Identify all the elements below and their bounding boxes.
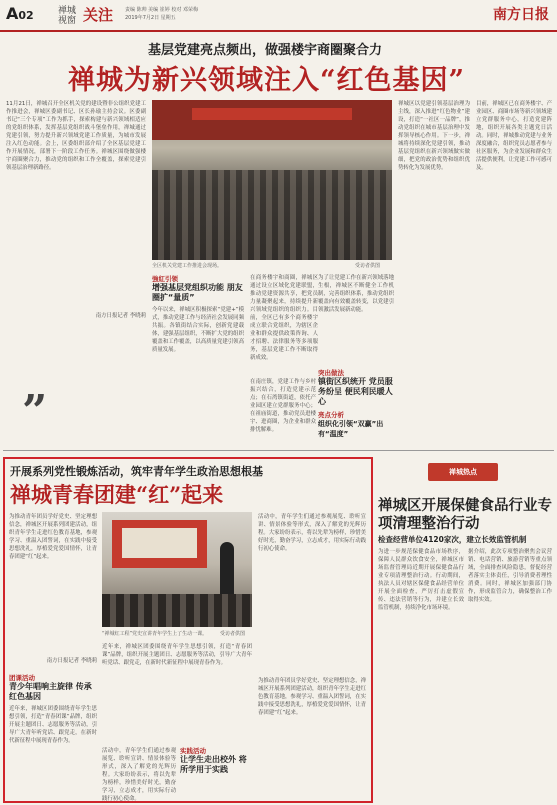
story1-subhead-b-text: 在南庄镇，党建工作与乡村振兴结合，打造党建示范点；在石湾镇街道，依托产业园区建立党群服务中心；在祖庙街道，推动党员进楼宇、进商圈，为企业和群众排忧解难。 [250,379,316,433]
editor-info: 责编 陈帅 美编 崔婷 校对 邓荣梅 2019年7月2日 星期五 [125,7,198,21]
story1-col2: 今年以来，禅城区积极探索“党建+”模式，推动党建工作与经济社会发展同频共振。各镇街结合实际，创新党建载体，建强基层组织，不断扩大党的组织覆盖和工作覆盖，以高质量党建引领高质量发展。 [152,307,244,353]
story3-col1: 为进一步规范保健食品市场秩序，保障人民群众饮食安全，禅城区市场监督管理局近期开展保健食品行业专项清理整治行动。行动期间，执法人员对辖区保健食品经营单位开展全面检查，严厉打击虚假宣传、违法营销等行为，并建立长效监管机制，持续净化市场环境。 [378,549,464,611]
story3-col2: 据介绍，此次专项整治聚焦会议营销、电话营销、旅游营销等重点领域，全面排查风险隐患，督促经营者落实主体责任，引导消费者理性消费。同时，禅城区加强部门协作，形成监管合力，确保整治工作取得实效。 [468,549,552,603]
story1-col4: 禅城区以党建引领基层治理为主线，深入推进“红色物业”建设，打造“一社区一品牌”，推动党组织在城市基层治理中发挥领导核心作用。下一步，禅城将持续深化党建引领，推动基层党组织在新兴领域做实做细，把党的政治优势和组织优势转化为发展优势。 [398,101,470,171]
section-divider [3,450,554,451]
story1-subhead-c-text: 为了让党建工作在新兴领域落地生根，禅城区不断健全工作机制，完善组织体系，推动党组织覆盖向有效覆盖转变，以党建引领激活发展新动能。 [318,275,394,313]
story1-col3: 在商务楼宇和商圈，禅城区通过设立区域化党建联盟，推动党建资源共享，把党员力量凝聚起来，持续提升新兴领域党组织的组织力。目前，全区已有多个商务楼宇成立联合党组织，为辖区企业和群众提供政策咨询、人才招聘、法律服务等多项服务，基层党建工作不断取得新成效。 [250,275,318,361]
story2-kicker: 开展系列党性锻炼活动，筑牢青年学生政治思想根基 [10,465,263,478]
story1-subhead-c-label: 亮点分析 [318,411,344,419]
story3-headline: 禅城区开展保健食品行业专项清理整治行动 [378,497,552,532]
story1-col1: 11月21日，禅城召开全区机关党的建设暨非公组织党建工作推进会，禅城区委副书记、区长孙瑜主持会议。区委副书记“三个专项”工作为抓手，探索构建与新兴领域相适应的党组织体系，发挥基层党组织战斗堡垒作用，禅城通过党建引领，努力提升新兴领域党建工作质量，为城市发展注入红色动能。会上，区委组织部介绍了全区基层党建工作开展情况，部署下一阶段工作任务。禅城区围绕做强楼宇商圈聚合力，推动党的组织和工作全覆盖，探索党建引领基层治理新路径。 [6,101,146,171]
story1-subhead-c: 组织化引领“双赢”出有“温度” [318,420,384,438]
story3-subtitle: 检查经营单位4120家次，建立长效监管机制 [378,535,527,544]
story1-subhead-b-tag: 突出做法 [318,369,344,377]
story2-col3b: 活动中，青年学生们通过参观展览、聆听宣讲、情景体验等形式，深入了解党的光辉历程。大家纷纷表示，将以先辈为榜样，珍惜美好时光，勤奋学习，立志成才，用实际行动践行初心使命。 [102,748,176,802]
story1-photo [152,100,392,260]
section-tag: 禅城 视窗 [58,6,77,26]
quote-mark-icon: ” [22,386,48,437]
story1-photo-credit: 受访者供图 [355,263,381,269]
story2-subhead-e-tag: 实践活动 [180,747,206,755]
story2-lead: 为推动青年团员学好党史、坚定理想信念，禅城区开展系列团建活动，组织青年学生走进红色教育基地，参观学习、重温入团誓词，在实践中接受思想洗礼，厚植爱党爱国情怀，让青春团建“红”起来。 [9,514,97,560]
story1-kicker: 基层党建亮点频出，做强楼宇商圈聚合力 [148,43,383,58]
page-number: A02 [6,4,34,23]
story1-byline: 南方日报记者 李晓莉 [95,313,146,319]
story2-col3: 近年来，禅城区团委围绕青年学生思想引领，打造“青春团课”品牌，组织开展主题团日、志愿服务等活动，引导广大青年听党话、跟党走，在新时代新征程中展现青春作为。 [102,644,252,666]
story1-subhead-a: 增强基层党组织功能 朋友圈扩“量质” [152,283,243,302]
story3-logo: 禅城热点 [428,463,498,481]
story2-subhead-d-tag: 团课活动 [9,674,35,682]
story2-col2: 活动中，青年学生们通过参观展览、聆听宣讲、情景体验等形式，深入了解党的光辉历程。大家纷纷表示，将以先辈为榜样，珍惜美好时光，勤奋学习，立志成才，用实际行动践行初心使命。 [258,514,366,552]
story2-photo-caption: “禅城红工程”党史宣讲青年学生上了生动一课。 [102,631,208,637]
story2-photo-credit: 受访者供图 [220,631,246,637]
story1-photo-caption: 全区机关党建工作推进会现场。 [152,263,223,269]
story2-headline: 禅城青春团建“红”起来 [10,482,224,507]
story2-box [3,457,373,803]
story1-headline: 禅城为新兴领域注入“红色基因” [68,65,466,96]
story2-subhead-d: 青少年唱响主旋律 传承红色基因 [9,682,92,701]
story2-col1b: 近年来，禅城区团委围绕青年学生思想引领，打造“青春团课”品牌，组织开展主题团日、志愿服务等活动，引导广大青年听党话、跟党走，在新时代新征程中展现青春作为。 [9,706,97,744]
page-header [0,0,557,32]
story2-col4: 为推动青年团员学好党史、坚定理想信念，禅城区开展系列团建活动，组织青年学生走进红色教育基地，参观学习、重温入团誓词，在实践中接受思想洗礼，厚植爱党爱国情怀，让青春团建“红”起来。 [258,678,366,716]
section-name: 关注 [83,6,114,24]
masthead: 南方日报 [493,7,549,23]
story2-byline: 南方日报记者 李晓莉 [46,658,97,664]
story2-subhead-e: 让学生走出校外 将所学用于实践 [180,755,247,774]
story1-subhead-a-tag: 強紅引领 [152,275,178,283]
story1-col5: 目前，禅城区已在商务楼宇、产业园区、商圈市场等新兴领域建立党群服务中心，打造党建阵地，组织开展各类主题党日活动。同时，禅城推动党建与业务深度融合，组织党员志愿者参与社区服务，为企业发展和群众生活提供便利，让党建工作可感可及。 [476,101,552,171]
story2-photo [102,512,252,627]
story1-subhead-b: 镇街区织统开 党员服务纷呈 便民利民暖人心 [318,377,393,406]
